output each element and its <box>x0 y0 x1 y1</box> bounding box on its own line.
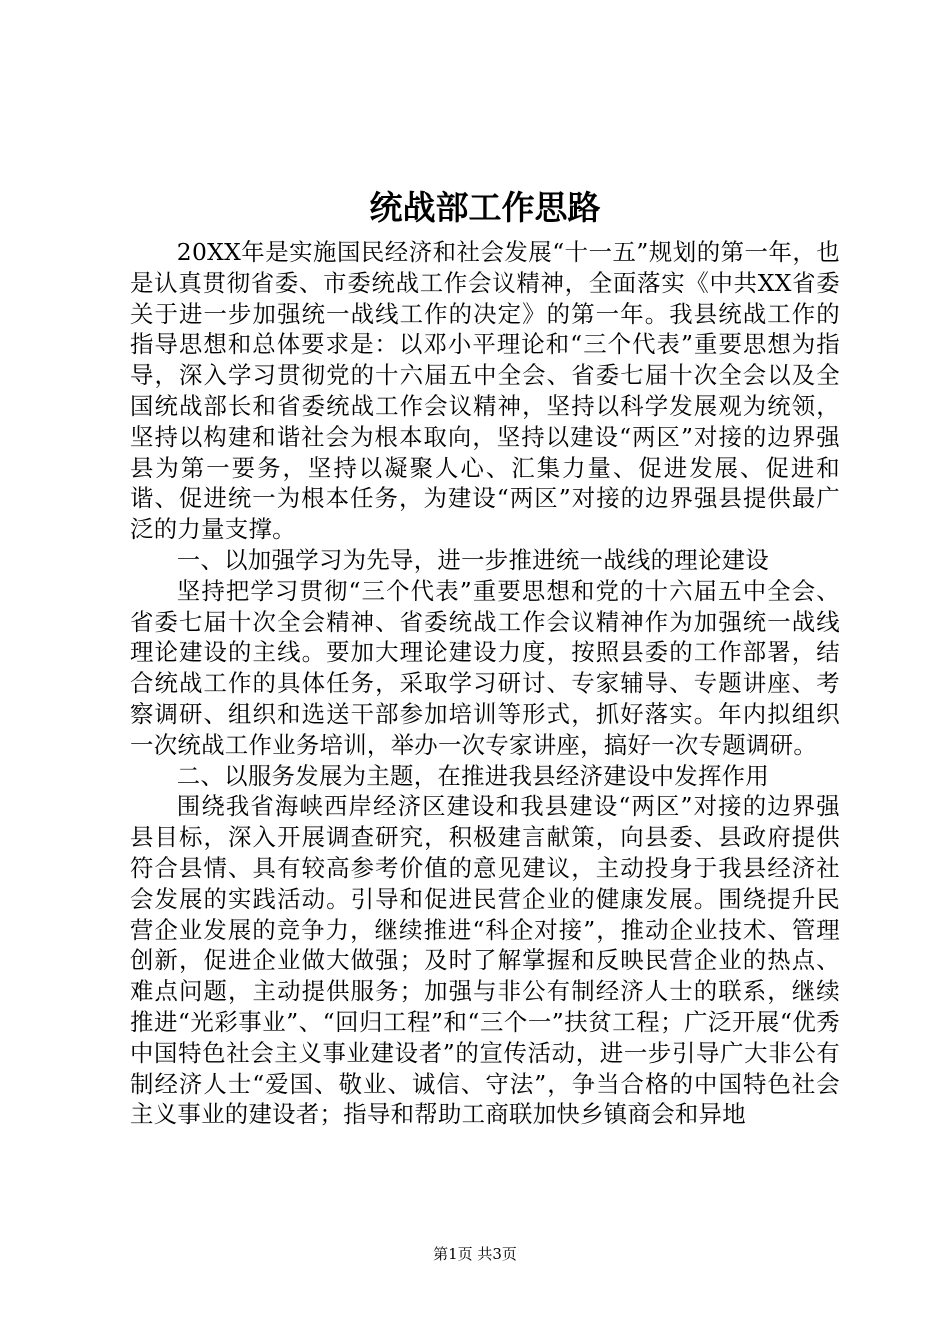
document-body <box>130 237 840 1130</box>
paragraph-section-1: 坚持把学习贯彻“三个代表”重要思想和党的十六届五中全会、省委七届十次全会精神、省委统战工作会议精神作为加强统一战线理论建设的主线。要加大理论建设力度，按照县委的工作部署，结合统战工作的具体任务，采取学习研讨、专家辅导、专题讲座、考察调研、组织和选送干部参加培训等形式，抓好落实。年内拟组织一次统战工作业务培训，举办一次专家讲座，搞好一次专题调研。 <box>130 576 840 759</box>
page-number-footer: 第1页 共3页 <box>433 1245 517 1263</box>
document-page <box>130 0 840 1344</box>
section-heading-1: 一、以加强学习为先导，进一步推进统一战线的理论建设 <box>176 545 770 574</box>
paragraph-intro: 20XX年是实施国民经济和社会发展“十一五”规划的第一年，也是认真贯彻省委、市委统战工作会议精神，全面落实《中共XX省委关于进一步加强统一战线工作的决定》的第一年。我县统战工作的指导思想和总体要求是：以邓小平理论和“三个代表”重要思想为指导，深入学习贯彻党的十六届五中全会、省委七届十次全会以及全国统战部长和省委统战工作会议精神，坚持以科学发展观为统领，坚持以构建和谐社会为根本取向，坚持以建设“两区”对接的边界强县为第一要务，坚持以凝聚人心、汇集力量、促进发展、促进和谐、促进统一为根本任务，为建设“两区”对接的边界强县提供最广泛的力量支撑。 <box>130 238 840 544</box>
section-heading-2: 二、以服务发展为主题，在推进我县经济建设中发挥作用 <box>176 761 770 790</box>
document-title: 统战部工作思路 <box>369 188 601 227</box>
paragraph-section-2: 围绕我省海峡西岸经济区建设和我县建设“两区”对接的边界强县目标，深入开展调查研究，积极建言献策，向县委、县政府提供符合县情、具有较高参考价值的意见建议，主动投身于我县经济社会发展的实践活动。引导和促进民营企业的健康发展。围绕提升民营企业发展的竞争力，继续推进“科企对接”，推动企业技术、管理创新，促进企业做大做强；及时了解掌握和反映民营企业的热点、难点问题，主动提供服务；加强与非公有制经济人士的联系，继续推进“光彩事业”、“回归工程”和“三个一”扶贫工程；广泛开展“优秀中国特色社会主义事业建设者”的宣传活动，进一步引导广大非公有制经济人士“爱国、敬业、诚信、守法”，争当合格的中国特色社会主义事业的建设者；指导和帮助工商联加快乡镇商会和异地 <box>130 792 840 1129</box>
